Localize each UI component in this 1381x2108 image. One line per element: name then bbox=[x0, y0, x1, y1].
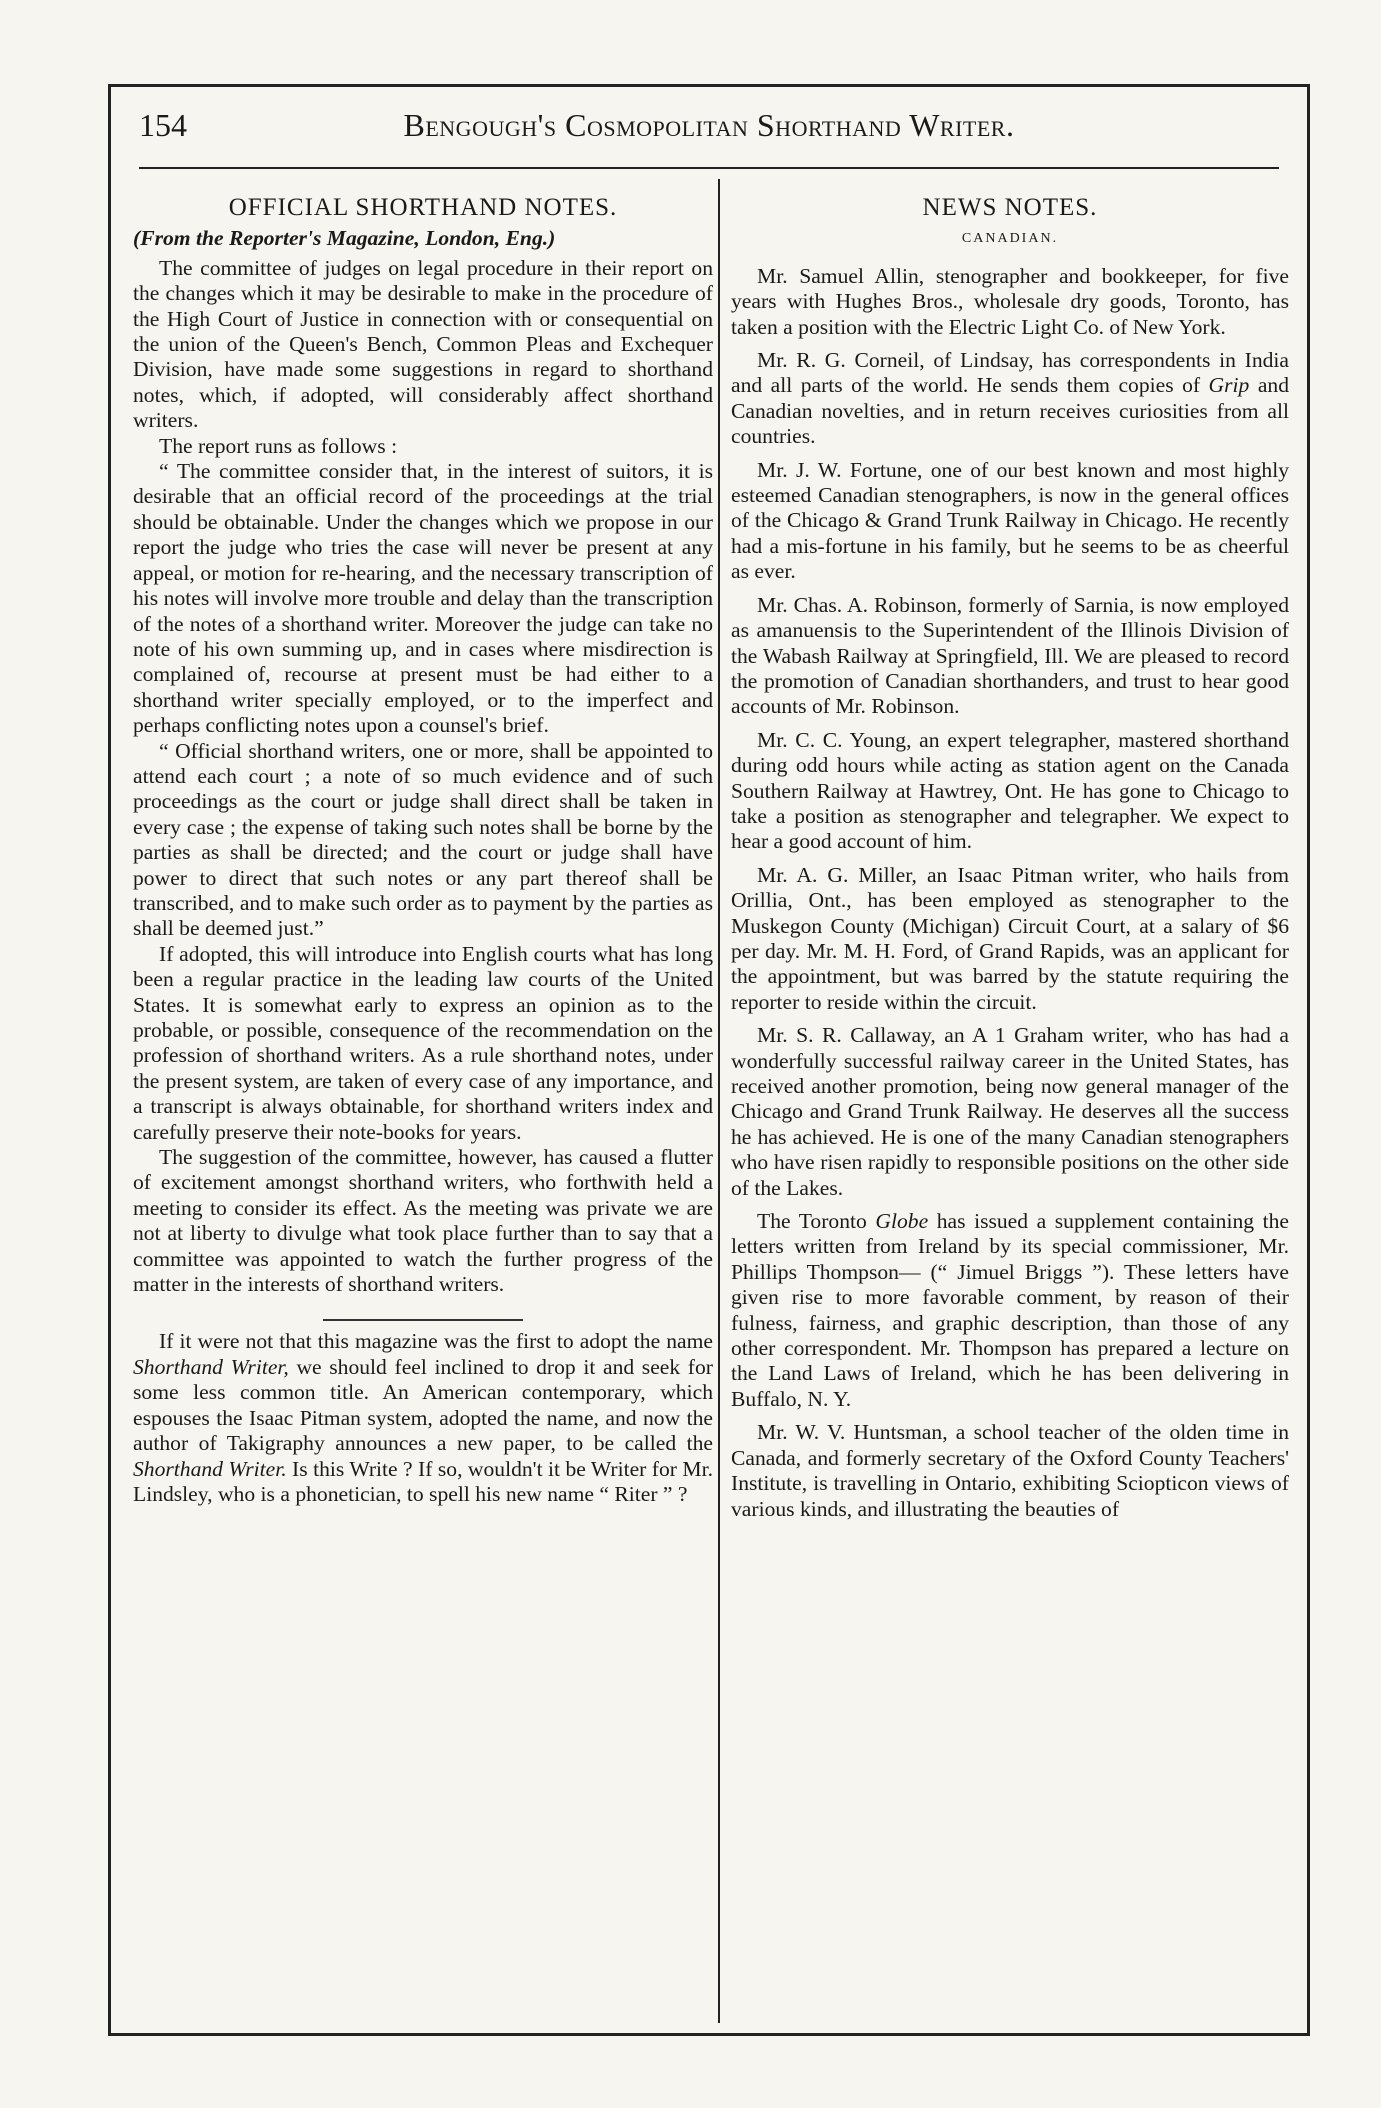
section-separator bbox=[323, 1319, 523, 1321]
right-column bbox=[731, 187, 1289, 2019]
page-number: 154 bbox=[139, 107, 187, 143]
note-text: Is this Write ? If so, wouldn't it be Writer for Mr. Lindsley, who is a phonetician, to spell his new name “ Riter ” ? bbox=[133, 1456, 713, 1506]
paragraph: If adopted, this will introduce into English courts what has long been a regular practice in the leading law courts of the United States. It is somewhat early to express an opinion as to the probable, or possible, consequence of the recommendation on the profession of shorthand writers. As a rule shorthand notes, under the present system, are taken of every case of any importance, and a transcript is always obtainable, for shorthand writers index and carefully preserve their note-books for years. bbox=[133, 941, 713, 1144]
editorial-note bbox=[133, 1329, 713, 1507]
news-item: Mr. Chas. A. Robinson, formerly of Sarnia, is now employed as amanuensis to the Superintendent of the Illinois Division of the Wabash Railway at Springfield, Ill. We are pleased to record the promotion of Canadian shorthanders, and trust to hear good accounts of Mr. Robinson. bbox=[731, 592, 1289, 719]
left-column bbox=[133, 187, 713, 2019]
news-emphasis: Grip bbox=[1208, 373, 1250, 398]
running-head: Bengough's Cosmopolitan Shorthand Writer. bbox=[403, 107, 1015, 143]
article-title: OFFICIAL SHORTHAND NOTES. bbox=[228, 194, 618, 221]
note-text: we should feel inclined to drop it and seek for some less common title. An American contemporary, which espouses the Isaac Pitman system, adopted the name, and now the author of Takigraphy announces a new paper, to be called the bbox=[133, 1354, 713, 1456]
article-source: (From the Reporter's Magazine, London, Eng.) bbox=[133, 226, 556, 251]
paragraph: The committee of judges on legal procedure in their report on the changes which it may be desirable to make in the procedure of the High Court of Justice in connection with or consequential on the union of the Queen's Bench, Common Pleas and Exchequer Division, have made some suggestions in regard to shorthand notes, which, if adopted, will considerably affect shorthand writers. bbox=[133, 255, 713, 433]
news-subhead: CANADIAN. bbox=[961, 231, 1059, 247]
paragraph: “ Official shorthand writers, one or more, shall be appointed to attend each court ; a note of so much evidence and of such proceedings as the court or judge shall direct shall be taken in every case ; the expense of taking such notes shall be borne by the parties as shall be directed; and the court or judge shall have power to direct that such notes or any part thereof shall be transcribed, and to make such order as to payment by the parties as shall be deemed just.” bbox=[133, 738, 713, 941]
news-item: Mr. J. W. Fortune, one of our best known and most highly esteemed Canadian stenographers, is now in the general offices of the Chicago & Grand Trunk Railway in Chicago. He recently had a mis-fortune in his family, but he seems to be as cheerful as ever. bbox=[731, 457, 1289, 584]
news-item: Mr. C. C. Young, an expert telegrapher, mastered shorthand during odd hours while acting as station agent on the Canada Southern Railway at Hawtrey, Ont. He has gone to Chicago to take a position as stenographer and telegrapher. We expect to hear a good account of him. bbox=[731, 727, 1289, 854]
paragraph: The suggestion of the committee, however, has caused a flutter of excitement amongst shorthand writers, who forthwith held a meeting to consider its effect. As the meeting was private we are not at liberty to divulge what took place further than to say that a committee was appointed to watch the further progress of the matter in the interests of shorthand writers. bbox=[133, 1145, 713, 1297]
news-item bbox=[731, 1209, 1289, 1412]
page-header bbox=[139, 107, 1279, 169]
paragraph: The report runs as follows : bbox=[159, 433, 398, 458]
news-text: has issued a supplement containing the letters written from Ireland by its special commissioner, Mr. Phillips Thompson— (“ Jimuel Briggs ”). These letters have given rise to more favorable comment, by reason of their fulness, fairness, and graphic description, than those of any other correspondent. Mr. Thompson has prepared a lecture on the Land Laws of Ireland, which he has been delivering in Buffalo, N. Y. bbox=[731, 1209, 1289, 1411]
note-emphasis: Shorthand Writer. bbox=[133, 1456, 287, 1481]
note-text: If it were not that this magazine was the first to adopt the name bbox=[159, 1329, 713, 1354]
news-emphasis: Globe bbox=[875, 1209, 929, 1234]
news-text: The Toronto bbox=[757, 1209, 876, 1234]
note-emphasis: Shorthand Writer, bbox=[133, 1354, 289, 1379]
news-title: NEWS NOTES. bbox=[922, 194, 1098, 221]
news-text: and Canadian novelties, and in return receives curiosities from all countries. bbox=[731, 373, 1289, 449]
news-item: Mr. W. V. Huntsman, a school teacher of the olden time in Canada, and formerly secretary of the Oxford County Teachers' Institute, is travelling in Ontario, exhibiting Sciopticon views of various kinds, and illustrating the beauties of bbox=[731, 1420, 1289, 1521]
page-frame bbox=[108, 84, 1310, 2036]
news-item: Mr. A. G. Miller, an Isaac Pitman writer, who hails from Orillia, Ont., has been employed as stenographer to the Muskegon County (Michigan) Circuit Court, at a salary of $6 per day. Mr. M. H. Ford, of Grand Rapids, was an applicant for the appointment, but was barred by the statute requiring the reporter to reside within the circuit. bbox=[731, 862, 1289, 1014]
news-item bbox=[731, 348, 1289, 450]
news-item: Mr. S. R. Callaway, an A 1 Graham writer, who has had a wonderfully successful railway career in the United States, has received another promotion, being now general manager of the Chicago and Grand Trunk Railway. He deserves all the success he has achieved. He is one of the many Canadian stenographers who have risen rapidly to responsible positions on the other side of the Lakes. bbox=[731, 1023, 1289, 1200]
paragraph: “ The committee consider that, in the interest of suitors, it is desirable that an official record of the proceedings at the trial should be obtainable. Under the changes which we propose in our report the judge who tries the case will never be present at any appeal, or motion for re-hearing, and the necessary transcription of his notes will involve more trouble and delay than the transcription of the notes of a shorthand writer. Moreover the judge can take no note of his own summing up, and in cases where misdirection is complained of, recourse at present must be had either to a shorthand writer specially employed, or to the imperfect and perhaps conflicting notes upon a counsel's brief. bbox=[133, 459, 713, 738]
news-item: Mr. Samuel Allin, stenographer and bookkeeper, for five years with Hughes Bros., wholesale dry goods, Toronto, has taken a position with the Electric Light Co. of New York. bbox=[731, 263, 1289, 339]
column-divider bbox=[718, 179, 720, 2023]
news-text: Mr. R. G. Corneil, of Lindsay, has correspondents in India and all parts of the world. He sends them copies of bbox=[731, 348, 1289, 398]
